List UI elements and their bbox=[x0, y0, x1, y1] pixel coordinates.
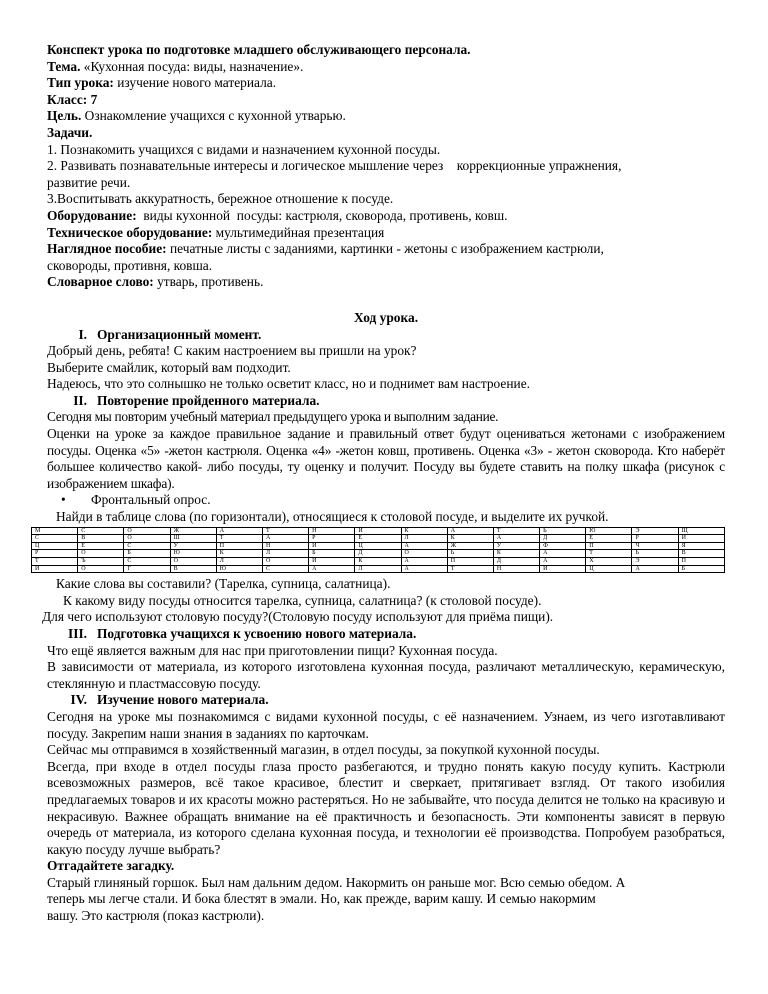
grid-cell: Э bbox=[632, 527, 678, 535]
grid-cell: Д bbox=[540, 535, 586, 543]
grid-cell: О bbox=[262, 558, 308, 566]
bullet-text: Фронтальный опрос. bbox=[91, 492, 211, 508]
tech-line bbox=[47, 225, 725, 242]
grid-cell: Ж bbox=[170, 527, 216, 535]
grid-cell: О bbox=[124, 535, 170, 543]
grid-cell: Ъ bbox=[78, 558, 124, 566]
grid-cell: Б bbox=[678, 565, 724, 573]
grid-cell: П bbox=[678, 558, 724, 566]
section-3-line: Что ещё является важным для нас при приготовлении пищи? Кухонная посуда. bbox=[47, 642, 498, 658]
grid-cell: Д bbox=[355, 550, 401, 558]
goal-text: Ознакомление учащихся с кухонной утварью. bbox=[81, 108, 346, 124]
vocab-text: утварь, противень. bbox=[153, 274, 264, 290]
grid-cell: Г bbox=[124, 565, 170, 573]
topic-line bbox=[47, 59, 725, 76]
visual-label: Наглядное пособие: bbox=[47, 241, 167, 257]
grid-cell: Н bbox=[493, 565, 539, 573]
bullet-item bbox=[47, 492, 725, 509]
grid-cell: Ж bbox=[447, 542, 493, 550]
grid-cell: П bbox=[586, 542, 632, 550]
riddle-line: теперь мы легче стали. И бока блестят в эмали. Но, как прежде, варим кашу. И семью накормим bbox=[47, 891, 596, 907]
grid-cell: И bbox=[32, 565, 78, 573]
grid-cell: Т bbox=[262, 527, 308, 535]
word-search-task: Найди в таблице слова (по горизонтали), относящиеся к столовой посуде, и выделите их ручкой. bbox=[56, 509, 609, 525]
visual-line-cont: сковороды, противня, ковша. bbox=[47, 257, 213, 273]
grid-cell: И bbox=[540, 565, 586, 573]
grid-cell: А bbox=[216, 527, 262, 535]
section-4-line: Сейчас мы отправимся в хозяйственный магазин, в отдел посуды, за покупкой кухонной посуды. bbox=[47, 742, 600, 758]
tasks-label: Задачи. bbox=[47, 124, 93, 140]
grid-cell: А bbox=[493, 535, 539, 543]
bullet-mark: • bbox=[61, 492, 66, 508]
grid-cell: Н bbox=[309, 527, 355, 535]
grid-cell: А bbox=[401, 542, 447, 550]
grid-cell: С bbox=[124, 558, 170, 566]
grid-cell: А bbox=[540, 550, 586, 558]
grid-cell: У bbox=[493, 542, 539, 550]
grid-cell: И bbox=[309, 558, 355, 566]
class-line: Класс: 7 bbox=[47, 91, 98, 107]
section-2-paragraph: Оценки на уроке за каждое правильное задание и правильный ответ будут оцениваться жетонами с изображением посуды. Оценка «5» -жетон кастрюля. Оценка «4» -жетон ковш, противень. Оценка «3» - жетон сковорода. Кто наберёт большее количество какой- либо посуды, ту оценку и получит. Посуду вы будете ставить на полку шкафа (рисунок с изображением шкафа). bbox=[47, 426, 725, 491]
section-1-line: Выберите смайлик, который вам подходит. bbox=[47, 359, 291, 375]
grid-cell: Е bbox=[78, 542, 124, 550]
goal-label: Цель. bbox=[47, 108, 82, 124]
grid-cell: Т bbox=[586, 550, 632, 558]
visual-text: печатные листы с заданиями, картинки - жетоны с изображением кастрюли, bbox=[166, 241, 604, 257]
grid-cell: А bbox=[540, 558, 586, 566]
grid-cell: Р bbox=[632, 535, 678, 543]
grid-cell: Т bbox=[447, 565, 493, 573]
question-line: К какому виду посуды относится тарелка, супница, салатница? (к столовой посуде). bbox=[63, 592, 542, 608]
question-line: Для чего используют столовую посуду?(Столовую посуду используют для приёма пищи). bbox=[42, 609, 554, 625]
grid-cell: О bbox=[78, 565, 124, 573]
grid-cell: Б bbox=[124, 550, 170, 558]
grid-cell: Э bbox=[632, 558, 678, 566]
topic-label: Тема. bbox=[47, 58, 81, 74]
grid-cell: Л bbox=[355, 565, 401, 573]
grid-cell: К bbox=[447, 535, 493, 543]
grid-row bbox=[32, 535, 725, 543]
grid-row bbox=[32, 565, 725, 573]
section-4-paragraph: Всегда, при входе в отдел посуды глаза просто разбегаются, и трудно понять какую посуду купить. Кастрюли всевозможных размеров, всё такое красивое, блестит и сверкает, притягивает взгляд. От такого изобилия предлагаемых товаров и их красоты можно растеряться. Но не забывайте, что посуда делится не только на красивую и некрасивую. Важнее обращать внимание на её практичность и безопасность. Эти компоненты зависят в первую очередь от материала, из которого сделана кухонная посуда, и технологии её производства. Попробуем разобраться, какую посуду лучше выбрать? bbox=[47, 758, 725, 857]
type-label: Тип урока: bbox=[47, 75, 114, 91]
visual-line bbox=[47, 241, 725, 258]
grid-cell: Ь bbox=[447, 550, 493, 558]
section-title: Повторение пройденного материала. bbox=[97, 392, 320, 408]
section-number: IV. bbox=[70, 692, 87, 708]
grid-cell: Ю bbox=[216, 565, 262, 573]
grid-cell: Ю bbox=[170, 550, 216, 558]
grid-cell: А bbox=[262, 535, 308, 543]
task-item: 2. Развивать познавательные интересы и логическое мышление через коррекционные упражнения, bbox=[47, 158, 622, 174]
section-4-heading bbox=[47, 692, 725, 709]
grid-cell: В bbox=[678, 550, 724, 558]
grid-cell: П bbox=[216, 542, 262, 550]
grid-cell: Ц bbox=[355, 542, 401, 550]
grid-cell: Щ bbox=[678, 527, 724, 535]
riddle-line: Старый глиняный горшок. Был нам дальним дедом. Накормить он раньше мог. Всю семью обедом. А bbox=[47, 874, 626, 890]
grid-cell: О bbox=[78, 550, 124, 558]
section-1-line: Надеюсь, что это солнышко не только осветит класс, но и поднимет вам настроение. bbox=[47, 376, 530, 392]
section-3-heading bbox=[47, 626, 725, 643]
grid-cell: Ь bbox=[540, 527, 586, 535]
grid-cell: Р bbox=[32, 550, 78, 558]
section-3-paragraph: В зависимости от материала, из которого изготовлена кухонная посуда, различают металлическую, керамическую, стеклянную и пластмассовую посуду. bbox=[47, 659, 725, 691]
task-item: 1. Познакомить учащихся с видами и назначением кухонной посуды. bbox=[47, 141, 441, 157]
grid-cell: Б bbox=[309, 550, 355, 558]
grid-cell: Д bbox=[493, 558, 539, 566]
grid-row bbox=[32, 542, 725, 550]
topic-text: «Кухонная посуда: виды, назначение». bbox=[80, 58, 304, 74]
grid-cell: К bbox=[355, 558, 401, 566]
equipment-label: Оборудование: bbox=[47, 207, 137, 223]
grid-cell: Л bbox=[262, 550, 308, 558]
grid-cell: У bbox=[170, 542, 216, 550]
vocab-line bbox=[47, 274, 725, 291]
grid-cell: Р bbox=[309, 535, 355, 543]
vocab-label: Словарное слово: bbox=[47, 274, 154, 290]
grid-cell: Л bbox=[216, 558, 262, 566]
riddle-title: Отгадайтете загадку. bbox=[47, 858, 175, 874]
section-4-paragraph: Сегодня на уроке мы познакомимся с видами кухонной посуды, с её назначением. Узнаем, из чего изготавливают посуду. Закрепим наши знания в заданиях по карточкам. bbox=[47, 708, 725, 741]
grid-cell: А bbox=[632, 565, 678, 573]
grid-cell: Х bbox=[586, 558, 632, 566]
section-title: Организационный момент. bbox=[97, 326, 262, 342]
word-search-grid bbox=[31, 527, 725, 574]
grid-cell: А bbox=[447, 527, 493, 535]
tech-label: Техническое оборудование: bbox=[47, 224, 213, 240]
grid-cell: А bbox=[309, 565, 355, 573]
grid-cell: А bbox=[401, 565, 447, 573]
grid-cell: В bbox=[78, 535, 124, 543]
grid-cell: С bbox=[262, 565, 308, 573]
grid-cell: К bbox=[493, 550, 539, 558]
task-item: развитие речи. bbox=[47, 174, 131, 190]
grid-cell: И bbox=[309, 542, 355, 550]
grid-cell: Л bbox=[401, 535, 447, 543]
section-2-intro: Сегодня мы повторим учебный материал предыдущего урока и выполним задание. bbox=[47, 409, 499, 425]
grid-cell: Е bbox=[355, 535, 401, 543]
grid-cell: И bbox=[355, 527, 401, 535]
grid-cell: Е bbox=[586, 535, 632, 543]
goal-line bbox=[47, 108, 725, 125]
section-title: Подготовка учащихся к усвоению нового материала. bbox=[97, 625, 417, 641]
grid-cell: А bbox=[401, 558, 447, 566]
grid-cell: В bbox=[170, 565, 216, 573]
task-item: 3.Воспитывать аккуратность, бережное отношение к посуде. bbox=[47, 191, 394, 207]
grid-cell: И bbox=[678, 535, 724, 543]
grid-cell: Ф bbox=[540, 542, 586, 550]
grid-cell: П bbox=[447, 558, 493, 566]
section-1-line: Добрый день, ребята! С каким настроением вы пришли на урок? bbox=[47, 343, 417, 359]
section-title: Изучение нового материала. bbox=[97, 692, 269, 708]
grid-cell: Ю bbox=[586, 527, 632, 535]
lesson-heading: Ход урока. bbox=[353, 309, 419, 325]
equipment-text: виды кухонной посуды: кастрюля, сковорода, противень, ковш. bbox=[136, 207, 508, 223]
grid-cell: К bbox=[216, 550, 262, 558]
section-number: I. bbox=[78, 326, 87, 342]
type-text: изучение нового материала. bbox=[113, 75, 277, 91]
grid-cell: С bbox=[124, 542, 170, 550]
grid-cell: Н bbox=[262, 542, 308, 550]
grid-row bbox=[32, 558, 725, 566]
section-number: III. bbox=[68, 625, 87, 641]
section-1-heading bbox=[47, 327, 725, 344]
doc-title: Конспект урока по подготовке младшего обслуживающего персонала. bbox=[47, 42, 471, 57]
tech-text: мультимедийная презентация bbox=[212, 224, 385, 240]
grid-cell: О bbox=[401, 550, 447, 558]
grid-cell: Ш bbox=[170, 535, 216, 543]
grid-cell: С bbox=[78, 527, 124, 535]
grid-cell: Ц bbox=[586, 565, 632, 573]
grid-cell: Ь bbox=[632, 550, 678, 558]
question-line: Какие слова вы составили? (Тарелка, супница, салатница). bbox=[56, 576, 391, 592]
grid-row bbox=[32, 527, 725, 535]
grid-cell: Ц bbox=[32, 542, 78, 550]
grid-cell: М bbox=[32, 527, 78, 535]
riddle-line: вашу. Это кастрюля (показ кастрюли). bbox=[47, 908, 265, 924]
grid-cell: С bbox=[32, 535, 78, 543]
document-page bbox=[35, 42, 725, 925]
grid-cell: О bbox=[170, 558, 216, 566]
grid-cell: К bbox=[401, 527, 447, 535]
type-line bbox=[47, 75, 725, 92]
grid-cell: Т bbox=[493, 527, 539, 535]
section-2-heading bbox=[47, 393, 725, 410]
grid-row bbox=[32, 550, 725, 558]
grid-cell: Ч bbox=[632, 542, 678, 550]
equipment-line bbox=[47, 208, 725, 225]
grid-cell: Т bbox=[216, 535, 262, 543]
grid-cell: Я bbox=[678, 542, 724, 550]
section-number: II. bbox=[73, 392, 87, 408]
grid-cell: О bbox=[124, 527, 170, 535]
grid-cell: Т bbox=[32, 558, 78, 566]
